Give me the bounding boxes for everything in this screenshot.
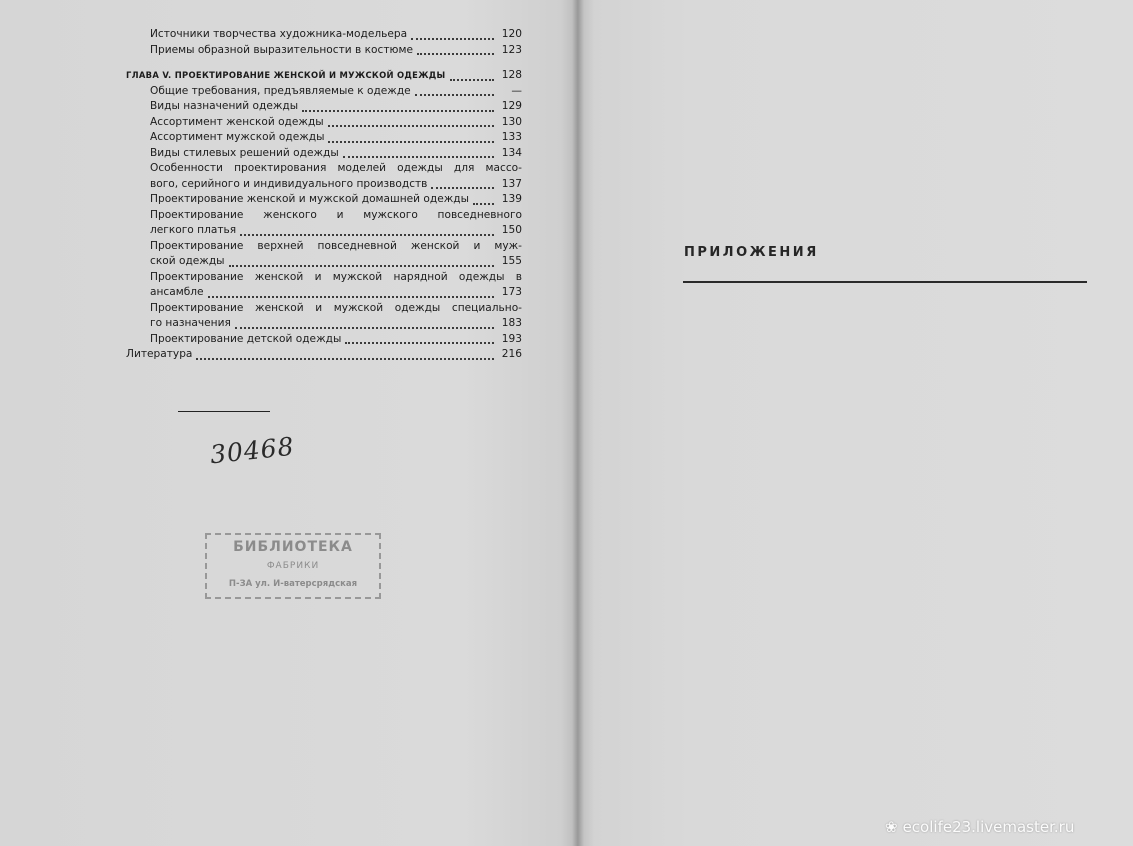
- toc-entry-title: Приемы образной выразительности в костюме: [150, 43, 413, 56]
- dot-leader: [229, 265, 494, 267]
- toc-entry-page: 123: [501, 43, 522, 56]
- dot-leader: [345, 342, 494, 344]
- dot-leader: [431, 187, 494, 189]
- flower-icon: ❀: [885, 818, 898, 836]
- toc-entry-line2: ской одежды: [150, 255, 225, 267]
- toc-entry: [126, 146, 522, 162]
- chapter-title: ГЛАВА V. ПРОЕКТИРОВАНИЕ ЖЕНСКОЙ И МУЖСКОЙ ОДЕЖДЫ: [126, 70, 446, 80]
- toc-entry-multiline: [126, 208, 522, 239]
- toc-entry-line1: Особенности проектирования моделей одежды для массо-: [150, 162, 522, 174]
- toc-literature: [126, 347, 522, 363]
- toc-entry-page: 129: [501, 100, 522, 112]
- dot-leader: [302, 110, 494, 112]
- dot-leader: [411, 38, 494, 40]
- toc-entry: [126, 192, 522, 208]
- table-of-contents: [126, 27, 522, 363]
- right-page: [578, 0, 1133, 846]
- watermark-text: ecolife23.livemaster.ru: [902, 818, 1075, 836]
- toc-entry-multiline: [126, 239, 522, 270]
- toc-entry-line1: Проектирование женского и мужского повседневного: [150, 208, 522, 221]
- toc-entry-title: Виды стилевых решений одежды: [150, 146, 339, 159]
- toc-entry-page: 150: [501, 224, 522, 236]
- toc-entry-title: Ассортимент мужской одежды: [150, 131, 325, 143]
- dot-leader: [328, 125, 494, 127]
- literature-title: Литература: [126, 348, 193, 360]
- watermark: [885, 818, 1074, 836]
- toc-entry: [126, 332, 522, 348]
- toc-entry-page: 139: [501, 193, 522, 205]
- toc-entry-line2: вого, серийного и индивидуального производств: [150, 177, 428, 190]
- toc-chapter-heading: [126, 68, 522, 84]
- library-stamp: [205, 533, 381, 599]
- toc-entry-page: 120: [501, 28, 522, 40]
- toc-entry-title: Проектирование детской одежды: [150, 332, 342, 345]
- toc-entry-line1: Проектирование женской и мужской одежды специально-: [150, 301, 522, 314]
- dot-leader: [208, 296, 494, 298]
- toc-entry-title: Источники творчества художника-модельера: [150, 28, 408, 40]
- dot-leader: [343, 156, 494, 158]
- toc-entry-line2: ансамбле: [150, 286, 204, 298]
- dot-leader: [473, 203, 494, 205]
- toc-entry-page: 183: [501, 317, 522, 329]
- toc-entry-title: Виды назначений одежды: [150, 100, 299, 112]
- toc-entry-page: 130: [501, 115, 522, 128]
- toc-entry: [126, 130, 522, 146]
- stamp-line2: ФАБРИКИ: [266, 561, 320, 571]
- chapter-page: 128: [501, 69, 522, 81]
- toc-entry: [126, 27, 522, 43]
- dot-leader: [235, 327, 494, 329]
- toc-entry-title: Проектирование женской и мужской домашней одежды: [150, 193, 469, 205]
- toc-entry: [126, 84, 522, 100]
- stamp-line3: П-ЗА ул. И-ватерсрядская: [228, 579, 358, 589]
- toc-entry-line2: го назначения: [150, 317, 231, 329]
- dot-leader: [450, 79, 495, 81]
- toc-entry-page: 155: [501, 255, 522, 267]
- toc-entry-line1: Проектирование женской и мужской нарядной одежды в: [150, 270, 522, 283]
- dot-leader: [196, 358, 494, 360]
- appendix-title: ПРИЛОЖЕНИЯ: [684, 245, 819, 260]
- dot-leader: [328, 141, 494, 143]
- toc-entry-page: 133: [501, 131, 522, 143]
- dot-leader: [240, 234, 494, 236]
- book-gutter: [572, 0, 584, 846]
- toc-entry-line2: легкого платья: [150, 224, 237, 236]
- dot-leader: [417, 53, 494, 55]
- dot-leader: [415, 94, 494, 96]
- appendix-rule: [683, 281, 1087, 283]
- toc-entry: [126, 43, 522, 59]
- toc-entry: [126, 99, 522, 115]
- literature-page: 216: [501, 348, 522, 360]
- handwritten-inventory-number: 30468: [208, 431, 296, 470]
- short-divider: [178, 411, 270, 412]
- toc-entry: [126, 115, 522, 131]
- toc-entry-page: 173: [501, 286, 522, 298]
- toc-entry-title: Общие требования, предъявляемые к одежде: [150, 84, 411, 97]
- toc-entry-multiline: [126, 161, 522, 192]
- toc-entry-page: 134: [501, 146, 522, 159]
- toc-entry-title: Ассортимент женской одежды: [150, 115, 324, 128]
- toc-entry-multiline: [126, 301, 522, 332]
- toc-entry-page: —: [511, 84, 522, 97]
- toc-entry-line1: Проектирование верхней повседневной женской и муж-: [150, 239, 522, 252]
- toc-entry-page: 193: [501, 332, 522, 345]
- toc-entry-page: 137: [501, 177, 522, 190]
- toc-entry-multiline: [126, 270, 522, 301]
- stamp-line1: БИБЛИОТЕКА: [233, 539, 353, 555]
